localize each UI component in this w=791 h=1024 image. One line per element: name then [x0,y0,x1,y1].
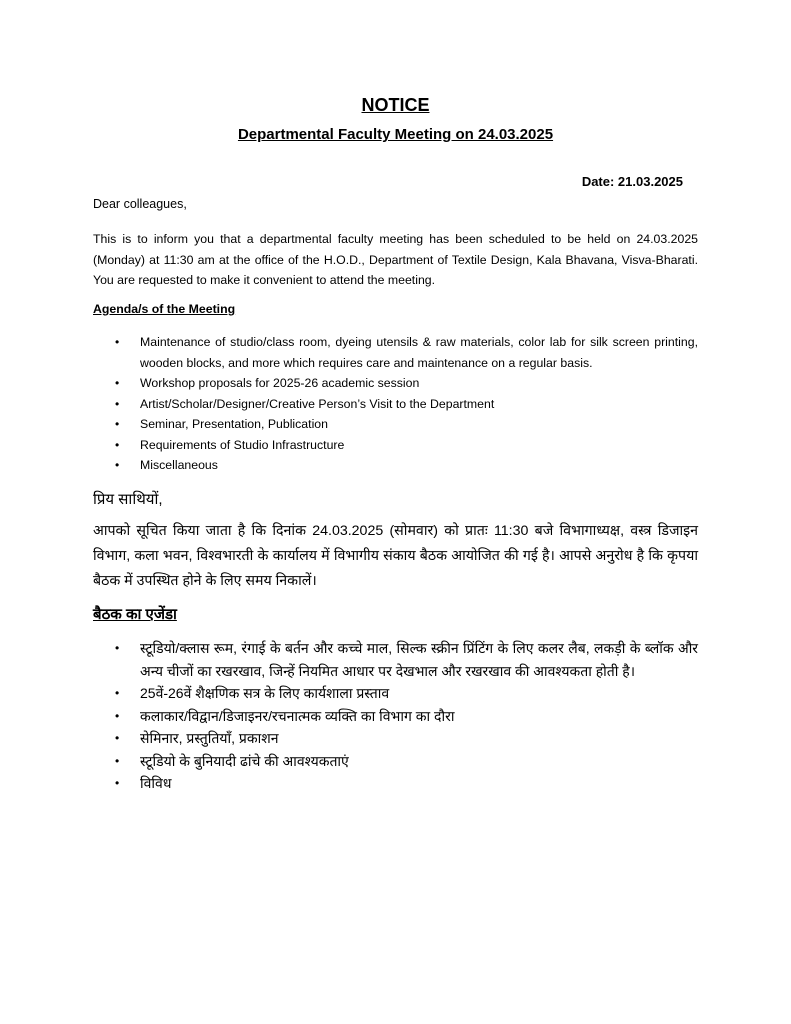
bullet-icon: • [115,776,120,790]
bullet-icon: • [115,686,120,700]
agenda-list-hindi [93,637,698,795]
agenda-item-text: Miscellaneous [140,458,218,472]
list-item [93,332,698,373]
agenda-item-text: स्टूडियो/क्लास रूम, रंगाई के बर्तन और कच्चे माल, सिल्क स्क्रीन प्रिंटिंग के लिए कलर लैब, लकड़ी के ब्लॉक और अन्य चीजों का रखरखाव, जिन्हें नियमित आधार पर देखभाल और रखरखाव की आवश्यकता होती है। [140,640,698,679]
agenda-item-text: 25वें-26वें शैक्षणिक सत्र के लिए कार्यशाला प्रस्ताव [140,685,390,701]
agenda-item-text: Maintenance of studio/class room, dyeing utensils & raw materials, color lab for silk screen printing, wooden blocks, and more which requires care and maintenance on a regular basis. [140,335,698,370]
bullet-icon: • [115,417,120,431]
list-item [93,455,698,476]
bullet-icon: • [115,753,120,768]
list-item [93,705,698,728]
list-item [93,435,698,456]
bullet-icon: • [115,708,120,723]
agenda-item-text: स्टूडियो के बुनियादी ढांचे की आवश्यकताएं [140,752,349,769]
list-item [93,772,698,795]
agenda-list-english [93,332,698,476]
list-item [93,727,698,750]
body-paragraph-english: This is to inform you that a departmental faculty meeting has been scheduled to be held on 24.03.2025 (Monday) at 11:30 am at the office of the H.O.D., Department of Textile Design, Kala Bhavana, Visva-Bharati. You are requested to make it convenient to attend the meeting. [93,232,698,287]
bullet-icon: • [115,458,120,472]
agenda-item-text: Seminar, Presentation, Publication [140,417,328,431]
body-paragraph-hindi: आपको सूचित किया जाता है कि दिनांक 24.03.2025 (सोमवार) को प्रातः 11:30 बजे विभागाध्यक्ष, वस्त्र डिजाइन विभाग, कला भवन, विश्वभारती के कार्यालय में विभागीय संकाय बैठक आयोजित की गई है। आपसे अनुरोध है कि कृपया बैठक में उपस्थित होने के लिए समय निकालें। [93,523,698,589]
notice-subtitle: Departmental Faculty Meeting on 24.03.2025 [237,126,554,143]
bullet-icon: • [115,437,120,452]
bullet-icon: • [115,641,120,655]
agenda-heading-english: Agenda/s of the Meeting [93,302,236,316]
agenda-heading-hindi: बैठक का एजेंडा [93,606,177,623]
list-item [93,682,698,705]
list-item [93,414,698,435]
agenda-item-text: सेमिनार, प्रस्तुतियाँ, प्रकाशन [140,730,279,746]
notice-date: Date: 21.03.2025 [581,174,683,189]
agenda-item-text: Requirements of Studio Infrastructure [140,437,345,452]
bullet-icon: • [115,376,120,390]
agenda-item-text: Workshop proposals for 2025-26 academic session [140,376,420,390]
list-item [93,750,698,773]
agenda-item-text: विविध [140,775,172,791]
greeting-english: Dear colleagues, [93,197,187,211]
agenda-item-text: Artist/Scholar/Designer/Creative Person’s Visit to the Department [140,396,495,411]
list-item [93,394,698,415]
bullet-icon: • [115,335,120,349]
list-item [93,637,698,682]
notice-title: NOTICE [361,95,430,115]
bullet-icon: • [115,731,120,745]
list-item [93,373,698,394]
bullet-icon: • [115,396,120,411]
greeting-hindi: प्रिय साथियों, [93,491,163,508]
agenda-item-text: कलाकार/विद्वान/डिजाइनर/रचनात्मक व्यक्ति का विभाग का दौरा [140,707,455,724]
